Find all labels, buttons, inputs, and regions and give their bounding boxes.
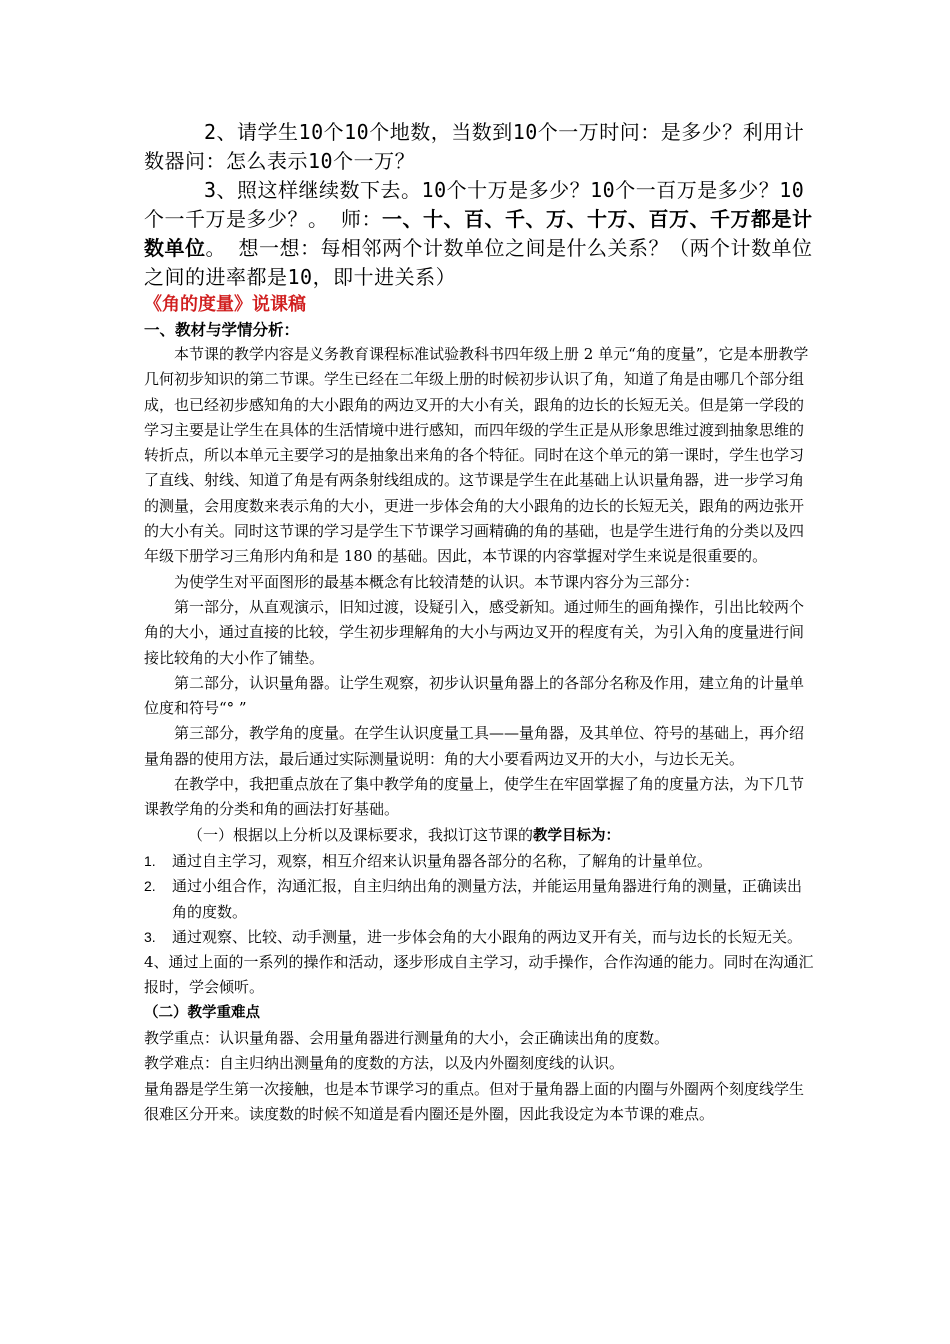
paragraph-overview: 为使学生对平面图形的最基本概念有比较清楚的认识。本节课内容分为三部分： (174, 572, 700, 591)
counting-paragraph-2 (144, 176, 814, 292)
paragraph-part2: 第二部分，认识量角器。让学生观察，初步认识量角器上的各部分名称及作用，建立角的计量单位度和符号“° ” (144, 673, 805, 718)
list-item-number: 3. (144, 928, 156, 945)
counting-section (144, 118, 814, 292)
section-heading-analysis: 一、教材与学情分析： (144, 321, 300, 339)
list-item (144, 874, 814, 925)
paragraph-part1: 第一部分，从直观演示，旧知过渡，设疑引入，感受新知。通过师生的画角操作，引出比较两个角的大小，通过直接的比较，学生初步理解角的大小与两边叉开的程度有关，为引入角的度量进行间接比较角的大小作了铺垫。 (144, 597, 805, 667)
section-heading-key-points: （二）教学重难点 (144, 1004, 260, 1021)
paragraph-difficulty: 教学难点：自主归纳出测量角的度数的方法，以及内外圈刻度线的认识。 (144, 1054, 625, 1073)
paragraph-focus: 在教学中，我把重点放在了集中教学角的度量上，使学生在牢固掌握了角的度量方法，为下几节课教学角的分类和角的画法打好基础。 (144, 775, 805, 819)
goals-list (144, 849, 814, 950)
document-title: 《角的度量》说课稿 (144, 294, 306, 315)
paragraph-intro: 本节课的教学内容是义务教育课程标准试验教科书四年级上册 2 单元“角的度量”，它是本册教学几何初步知识的第二节课。学生已经在二年级上册的时候初步认识了角，知道了角是由哪几个部分组成，也已经初步感知角的大小跟角的两边叉开的大小有关，跟角的边长的长短无关。但是第一学段的学习主要是让学生在具体的生活情境中进行感知，而四年级的学生正是从形象思维过渡到抽象思维的转折点，所以本单元主要学习的是抽象出来角的各个特征。同时在这个单元的第一课时，学生也学习了直线、射线、知道了角是有两条射线组成的。这节课是学生在此基础上认识量角器，进一步学习角的测量，会用度数来表示角的大小，更进一步体会角的大小跟角的边长的长短无关，跟角的两边张开的大小有关。同时这节课的学习是学生下节课学习画精确的角的基础，也是学生进行角的分类以及四年级下册学习三角形内角和是 180 的基础。因此，本节课的内容掌握对学生来说是很重要的。 (144, 345, 809, 566)
list-item-text: 通过观察、比较、动手测量，进一步体会角的大小跟角的两边叉开有关，而与边长的长短无关。 (172, 927, 803, 946)
list-item (144, 849, 814, 874)
analysis-body (144, 342, 814, 1127)
list-item-text: 通过自主学习，观察，相互介绍来认识量角器各部分的名称，了解角的计量单位。 (172, 851, 713, 870)
list-item-number: 1. (144, 852, 156, 869)
goals-intro-text: （一）根据以上分析以及课标要求，我拟订这节课的 (188, 825, 534, 844)
counting-paragraph-2-tail: 。 想一想：每相邻两个计数单位之间是什么关系？（两个计数单位之间的进率都是10，即十进关系） (144, 236, 813, 289)
list-item (144, 925, 814, 950)
goals-intro-emphasis: 教学目标为： (533, 827, 621, 844)
paragraph-key-point: 教学重点：认识量角器、会用量角器进行测量角的大小，会正确读出角的度数。 (144, 1029, 670, 1048)
paragraph-goals-intro (144, 823, 814, 849)
paragraph-goal-4: 4、通过上面的一系列的操作和活动，逐步形成自主学习，动手操作，合作沟通的能力。同时在沟通汇报时，学会倾听。 (144, 953, 814, 997)
counting-paragraph-1: 2、请学生10个10个地数，当数到10个一万时问：是多少？利用计数器问：怎么表示10个一万？ (144, 120, 805, 173)
document-page (144, 118, 814, 1127)
counting-paragraph-2-text: 3、照这样继续数下去。10个十万是多少？10个一百万是多少？10个一千万是多少？。 师： (144, 178, 805, 231)
paragraph-closing: 量角器是学生第一次接触，也是本节课学习的重点。但对于量角器上面的内圈与外圈两个刻度线学生很难区分开来。读度数的时候不知道是看内圈还是外圈，因此我设定为本节课的难点。 (144, 1079, 805, 1123)
paragraph-part3: 第三部分，教学角的度量。在学生认识度量工具——量角器，及其单位、符号的基础上，再介绍量角器的使用方法，最后通过实际测量说明：角的大小要看两边叉开的大小，与边长无关。 (144, 724, 805, 768)
list-item-number: 2. (144, 878, 156, 895)
list-item-text: 通过小组合作，沟通汇报，自主归纳出角的测量方法，并能运用量角器进行角的测量，正确读出角的度数。 (172, 877, 803, 921)
counting-units-emphasis: 一、十、百、千、万、十万、百万、千万都是计数单位 (144, 207, 813, 260)
